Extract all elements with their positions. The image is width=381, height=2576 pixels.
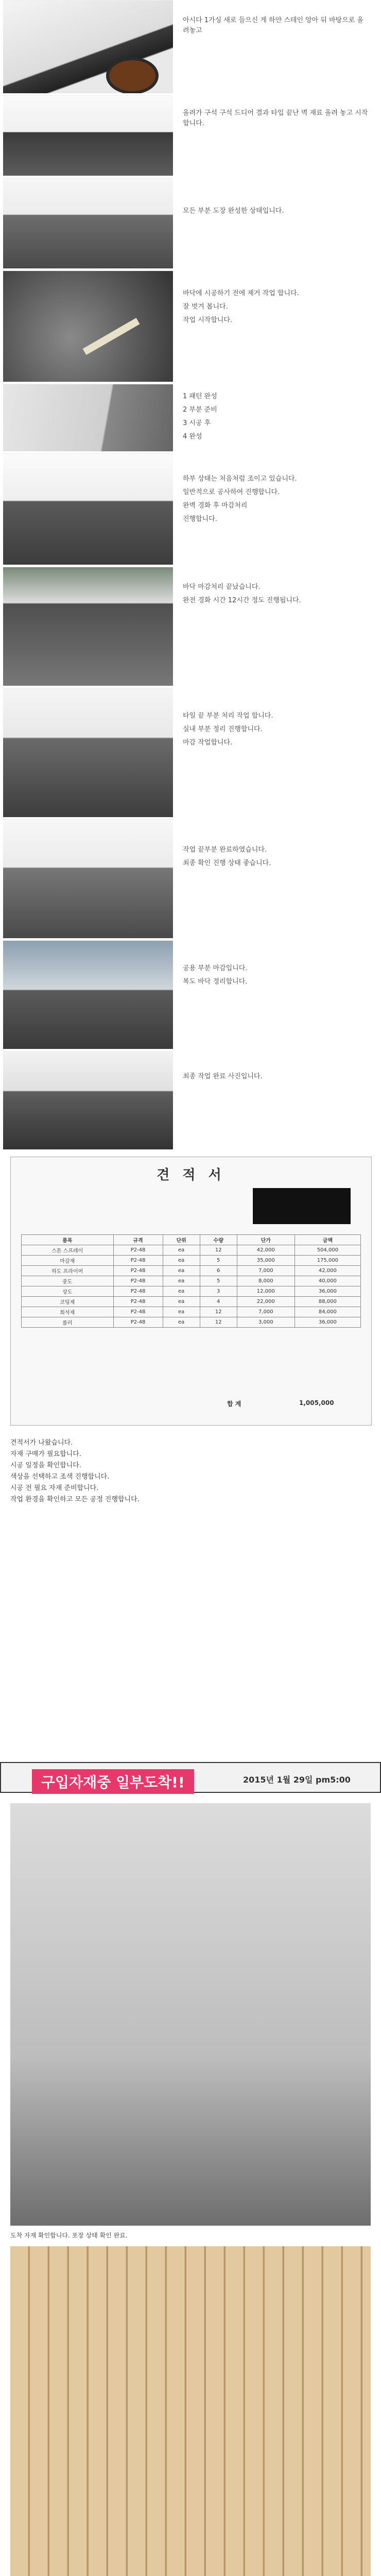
photo-wall-corner [3,384,173,451]
invoice-cell: 8,000 [237,1276,295,1286]
paint-can-icon [106,57,159,93]
caption-boxes: 도착 자재 확인합니다. 포장 상태 확인 완료. [10,2232,128,2239]
invoice-cell: ea [163,1245,200,1256]
mid-line: 시공 일정을 확인합니다. [10,1462,81,1469]
invoice-cell: 상도 [22,1286,114,1297]
photo-final [3,1051,173,1149]
invoice-row [22,1297,361,1307]
invoice-cell: 5 [200,1256,237,1266]
invoice-cell: 7,000 [237,1307,295,1317]
invoice-cell: P2-48 [113,1276,163,1286]
banner-date: 2015년 1월 29일 pm5:00 [243,1775,351,1785]
invoice-cell: 3 [200,1286,237,1297]
invoice-cell: 마감재 [22,1256,114,1266]
caption-8: 타일 끝 부분 처리 작업 합니다. 실내 부분 정리 진행합니다. 마감 작업합니다. [183,712,273,747]
invoice-total-label: 합 계 [227,1400,241,1408]
invoice-row [22,1307,361,1317]
invoice-cell: ea [163,1266,200,1276]
invoice-cell: 84,000 [295,1307,360,1317]
invoice-cell: ea [163,1297,200,1307]
invoice-cell: 12,000 [237,1286,295,1297]
invoice-row [22,1317,361,1328]
roller-icon [83,318,140,355]
invoice-cell: 6 [200,1266,237,1276]
invoice-cell: 40,000 [295,1276,360,1286]
invoice-cell: 12 [200,1245,237,1256]
caption-2: 올려가 구석 구석 드디어 결과 타입 끝난 벽 재료 올려 놓고 시작합니다. [183,109,368,127]
invoice-cell: 4 [200,1297,237,1307]
mid-line: 견적서가 나왔습니다. [10,1439,73,1447]
invoice-cell: ea [163,1276,200,1286]
invoice-cell: 12 [200,1307,237,1317]
invoice-column-header: 수량 [200,1235,237,1245]
invoice-cell: ea [163,1256,200,1266]
invoice-cell: 175,000 [295,1256,360,1266]
mid-text-block [10,1437,371,1505]
caption-4: 바닥에 시공하기 전에 제거 작업 합니다. 잘 벗겨 봅니다. 작업 시작합니다. [183,290,299,324]
caption-10: 공용 부분 마감입니다. 복도 바닥 정리합니다. [183,964,248,986]
photo-hallway [3,940,173,1049]
caption-5: 1 패턴 완성 2 부분 준비 3 시공 후 4 완성 [183,393,217,440]
invoice-cell: 35,000 [237,1256,295,1266]
invoice-cell: P2-48 [113,1317,163,1328]
photo-room-5 [3,819,173,938]
invoice-cell: ea [163,1307,200,1317]
invoice-cell: ea [163,1317,200,1328]
invoice-column-header: 규격 [113,1235,163,1245]
invoice-cell: P2-48 [113,1297,163,1307]
invoice-cell: 스톤 스프레이 [22,1245,114,1256]
invoice-column-header: 단가 [237,1235,295,1245]
invoice-cell: 코팅제 [22,1297,114,1307]
invoice-document [10,1157,372,1426]
photo-lumber [10,2246,371,2576]
invoice-cell: 36,000 [295,1286,360,1297]
invoice-cell: 중도 [22,1276,114,1286]
photo-room-2 [3,178,173,268]
banner-text: 구입자재중 일부도착!! [32,1769,194,1794]
invoice-total: 1,005,000 [299,1399,334,1406]
photo-room-4 [3,688,173,817]
invoice-cell: 22,000 [237,1297,295,1307]
invoice-cell: 12 [200,1317,237,1328]
caption-1: 아시다 1가싱 새로 들으신 게 하얀 스테인 앙아 뒤 바탕으로 올려놓고 [183,16,363,35]
photo-glossy-floor [3,567,173,686]
invoice-cell: 7,000 [237,1266,295,1276]
photo-room-3 [3,453,173,565]
invoice-cell: 88,000 [295,1297,360,1307]
invoice-column-header: 단위 [163,1235,200,1245]
invoice-cell: 하도 프라이머 [22,1266,114,1276]
photo-floor-roller [3,270,173,382]
caption-3: 모든 부분 도장 완성한 상태입니다. [183,207,284,215]
mid-line: 작업 환경을 확인하고 모든 공정 진행합니다. [10,1496,140,1503]
mid-line: 자재 구매가 필요합니다. [10,1450,81,1458]
invoice-cell: P2-48 [113,1266,163,1276]
caption-7: 바닥 마감처리 끝났습니다. 완전 경화 시간 12시간 정도 진행됩니다. [183,583,301,604]
invoice-row [22,1286,361,1297]
caption-11: 최종 작업 완료 사진입니다. [183,1073,263,1080]
invoice-row [22,1266,361,1276]
invoice-cell: 504,000 [295,1245,360,1256]
redaction-box [253,1188,351,1224]
mid-line: 색상을 선택하고 조색 진행합니다. [10,1473,110,1481]
invoice-cell: 5 [200,1276,237,1286]
invoice-cell: 희석제 [22,1307,114,1317]
arrival-banner [0,1762,381,1793]
invoice-cell: 36,000 [295,1317,360,1328]
photo-boxes [10,1803,371,2226]
invoice-column-header: 금액 [295,1235,360,1245]
invoice-cell: P2-48 [113,1256,163,1266]
photo-room-1 [3,95,173,176]
invoice-cell: 3,000 [237,1317,295,1328]
invoice-cell: P2-48 [113,1245,163,1256]
invoice-cell: 롤러 [22,1317,114,1328]
invoice-table [21,1234,361,1328]
invoice-cell: 42,000 [295,1266,360,1276]
caption-6: 하부 상태는 처음처럼 조이고 있습니다. 일반적으로 공사하여 진행합니다. 완벽 경화 후 마감처리 진행합니다. [183,475,297,523]
invoice-cell: 42,000 [237,1245,295,1256]
invoice-table-wrap [21,1234,361,1328]
invoice-cell: P2-48 [113,1307,163,1317]
caption-9: 작업 끝부분 완료하였습니다. 최종 확인 진행 상태 좋습니다. [183,846,271,867]
mid-line: 시공 전 필요 자재 준비합니다. [10,1484,99,1492]
invoice-cell: ea [163,1286,200,1297]
photo-ceiling [3,0,173,93]
invoice-row [22,1256,361,1266]
invoice-row [22,1245,361,1256]
invoice-column-header: 품목 [22,1235,114,1245]
invoice-row [22,1276,361,1286]
invoice-title: 견 적 서 [157,1167,226,1183]
invoice-cell: P2-48 [113,1286,163,1297]
